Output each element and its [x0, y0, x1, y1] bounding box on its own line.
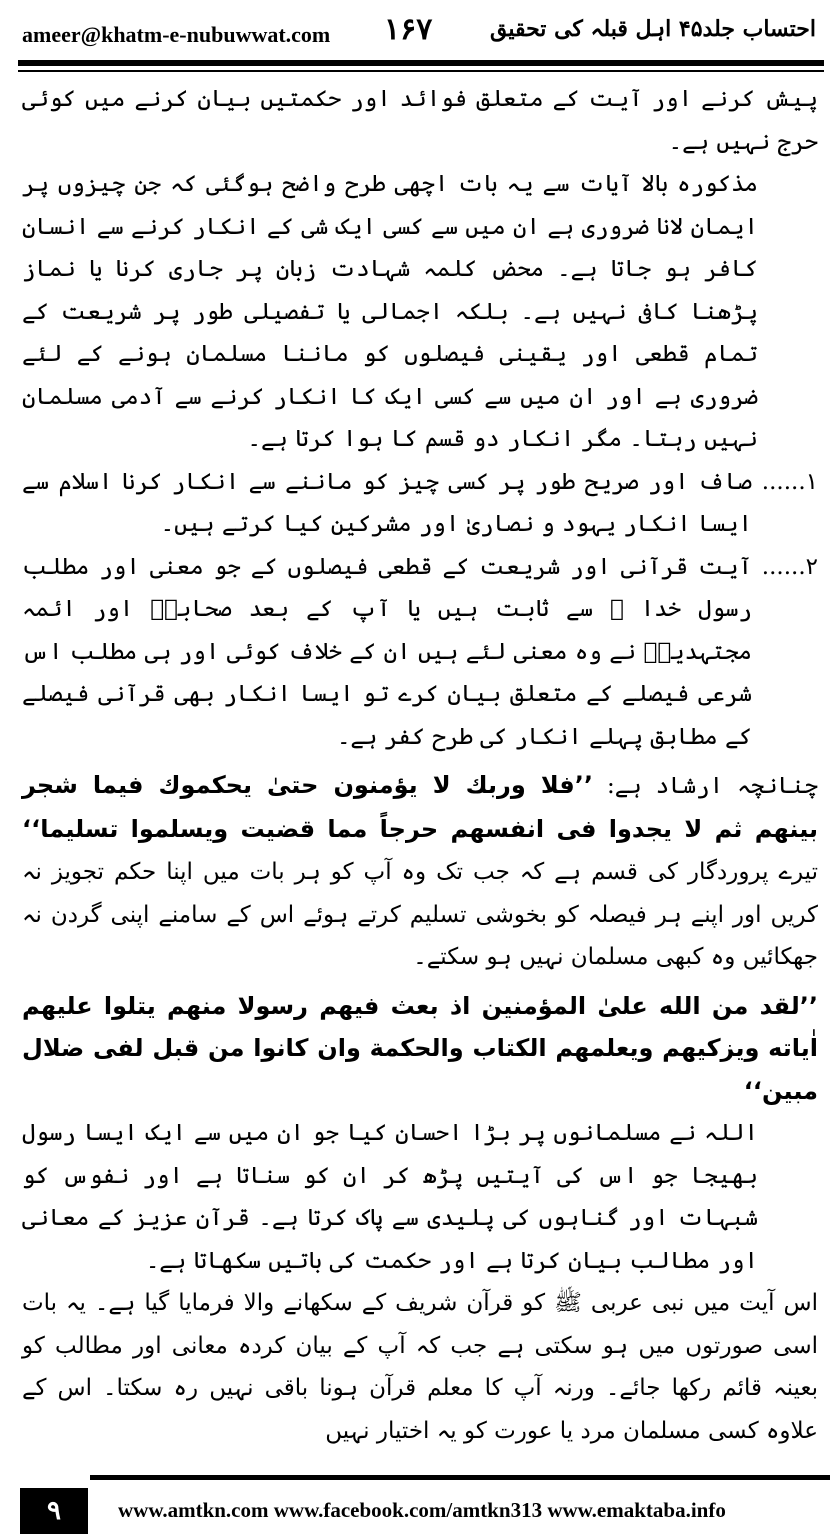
list-item-text: صاف اور صریح طور پر کسی چیز کو ماننے سے انکار کرنا اسلام سے ایسا انکار یہود و نصاریٰ اور مشرکین کیا کرتے ہیں۔	[22, 468, 752, 537]
arabic-verse: ’’فلا وربك لا يؤمنون حتىٰ يحكموك فيما شجر بينهم ثم لا يجدوا فى انفسهم حرجاً مما قضيت ويسلموا تسليما‘‘	[22, 771, 818, 843]
arabic-verse: ’’لقد من الله علىٰ المؤمنين اذ بعث فيهم رسولا منهم يتلوا عليهم اٰياته ويزكيهم ويعلمهم الكتاب والحكمة وان كانوا من قبل لفى ضلال مبين‘‘	[22, 991, 818, 1105]
verse-block	[22, 764, 818, 979]
page-body	[22, 78, 818, 1452]
verse-translation: تیرے پروردگار کی قسم ہے کہ جب تک وہ آپ کو ہر بات میں اپنا حکم تجویز نہ کریں اور اپنے ہر فیصلہ کو بخوشی تسلیم کرتے ہوئے اس کے سامنے اپنی گردن نہ جھکائیں وہ کبھی مسلمان نہیں ہو سکتے۔	[22, 859, 818, 970]
footer-rule	[90, 1475, 830, 1480]
list-item-text: آیت قرآنی اور شریعت کے قطعی فیصلوں کے جو معنی اور مطلب رسول خدا ﷺ سے ثابت ہیں یا آپ کے بعد صحابہؓ اور ائمہ مجتہدینؒ نے وہ معنی لئے ہیں ان کے خلاف کوئی اور ہی مطلب اس شرعی فیصلے کے متعلق بیان کرے تو ایسا انکار بھی قرآنی فیصلے کے مطابق پہلے انکار کی طرح کفر ہے۔	[22, 553, 752, 750]
list-item-number: ۲......	[761, 553, 818, 580]
footer-links[interactable]: www.amtkn.com www.facebook.com/amtkn313 www.emaktaba.info	[118, 1498, 726, 1522]
list-item-number: ۱......	[761, 468, 818, 495]
list-item	[22, 546, 818, 759]
header-page-number: ۱۶۷	[384, 12, 433, 47]
paragraph: مذکورہ بالا آیات سے یہ بات اچھی طرح واضح ہوگئی کہ جن چیزوں پر ایمان لانا ضروری ہے ان میں سے کسی ایک شی کے انکار کرنے سے انسان کافر ہو جاتا ہے۔ محض کلمہ شہادت زبان پر جاری کرنا یا نماز پڑھنا کافی نہیں ہے۔ بلکہ اجمالی یا تفصیلی طور پر شریعت کے تمام قطعی اور یقینی فیصلوں کو ماننا مسلمان ہونے کے لئے ضروری ہے اور ان میں سے کسی ایک کا انکار کرنے سے آدمی مسلمان نہیں رہتا۔ مگر انکار دو قسم کا ہوا کرتا ہے۔	[22, 171, 758, 452]
paragraph: اس آیت میں نبی عربی ﷺ کو قرآن شریف کے سکھانے والا فرمایا گیا ہے۔ یہ بات اسی صورتوں میں ہو سکتی ہے جب کہ آپ کے بیان کردہ معانی اور مطالب کو بعینہ قائم رکھا جائے۔ ورنہ آپ کا معلم قرآن ہونا باقی نہیں رہ سکتا۔ اس کے علاوہ کسی مسلمان مرد یا عورت کو یہ اختیار نہیں	[22, 1290, 818, 1444]
page-header	[22, 8, 822, 52]
list-item	[22, 461, 818, 546]
footer-page-box: ۹	[20, 1488, 88, 1534]
paragraph: پیش کرنے اور آیت کے متعلق فوائد اور حکمتیں بیان کرنے میں کوئی حرج نہیں ہے۔	[22, 86, 818, 155]
header-rule-thin	[18, 70, 824, 72]
verse-translation: اللہ نے مسلمانوں پر بڑا احسان کیا جو ان میں سے ایک ایسا رسول بھیجا جو اس کی آیتیں پڑھ کر ان کو سناتا ہے اور نفوس کو شبہات اور گناہوں کی پلیدی سے پاک کرتا ہے۔ قرآن عزیز کے معانی اور مطالب بیان کرتا ہے اور حکمت کی باتیں سکھاتا ہے۔	[22, 1120, 758, 1274]
verse-intro: چنانچہ ارشاد ہے:	[607, 773, 818, 799]
header-rule-thick	[18, 60, 824, 66]
header-title: احتساب جلد۴۵ اہل قبلہ کی تحقیق	[489, 16, 816, 42]
header-email: ameer@khatm-e-nubuwwat.com	[22, 22, 331, 47]
